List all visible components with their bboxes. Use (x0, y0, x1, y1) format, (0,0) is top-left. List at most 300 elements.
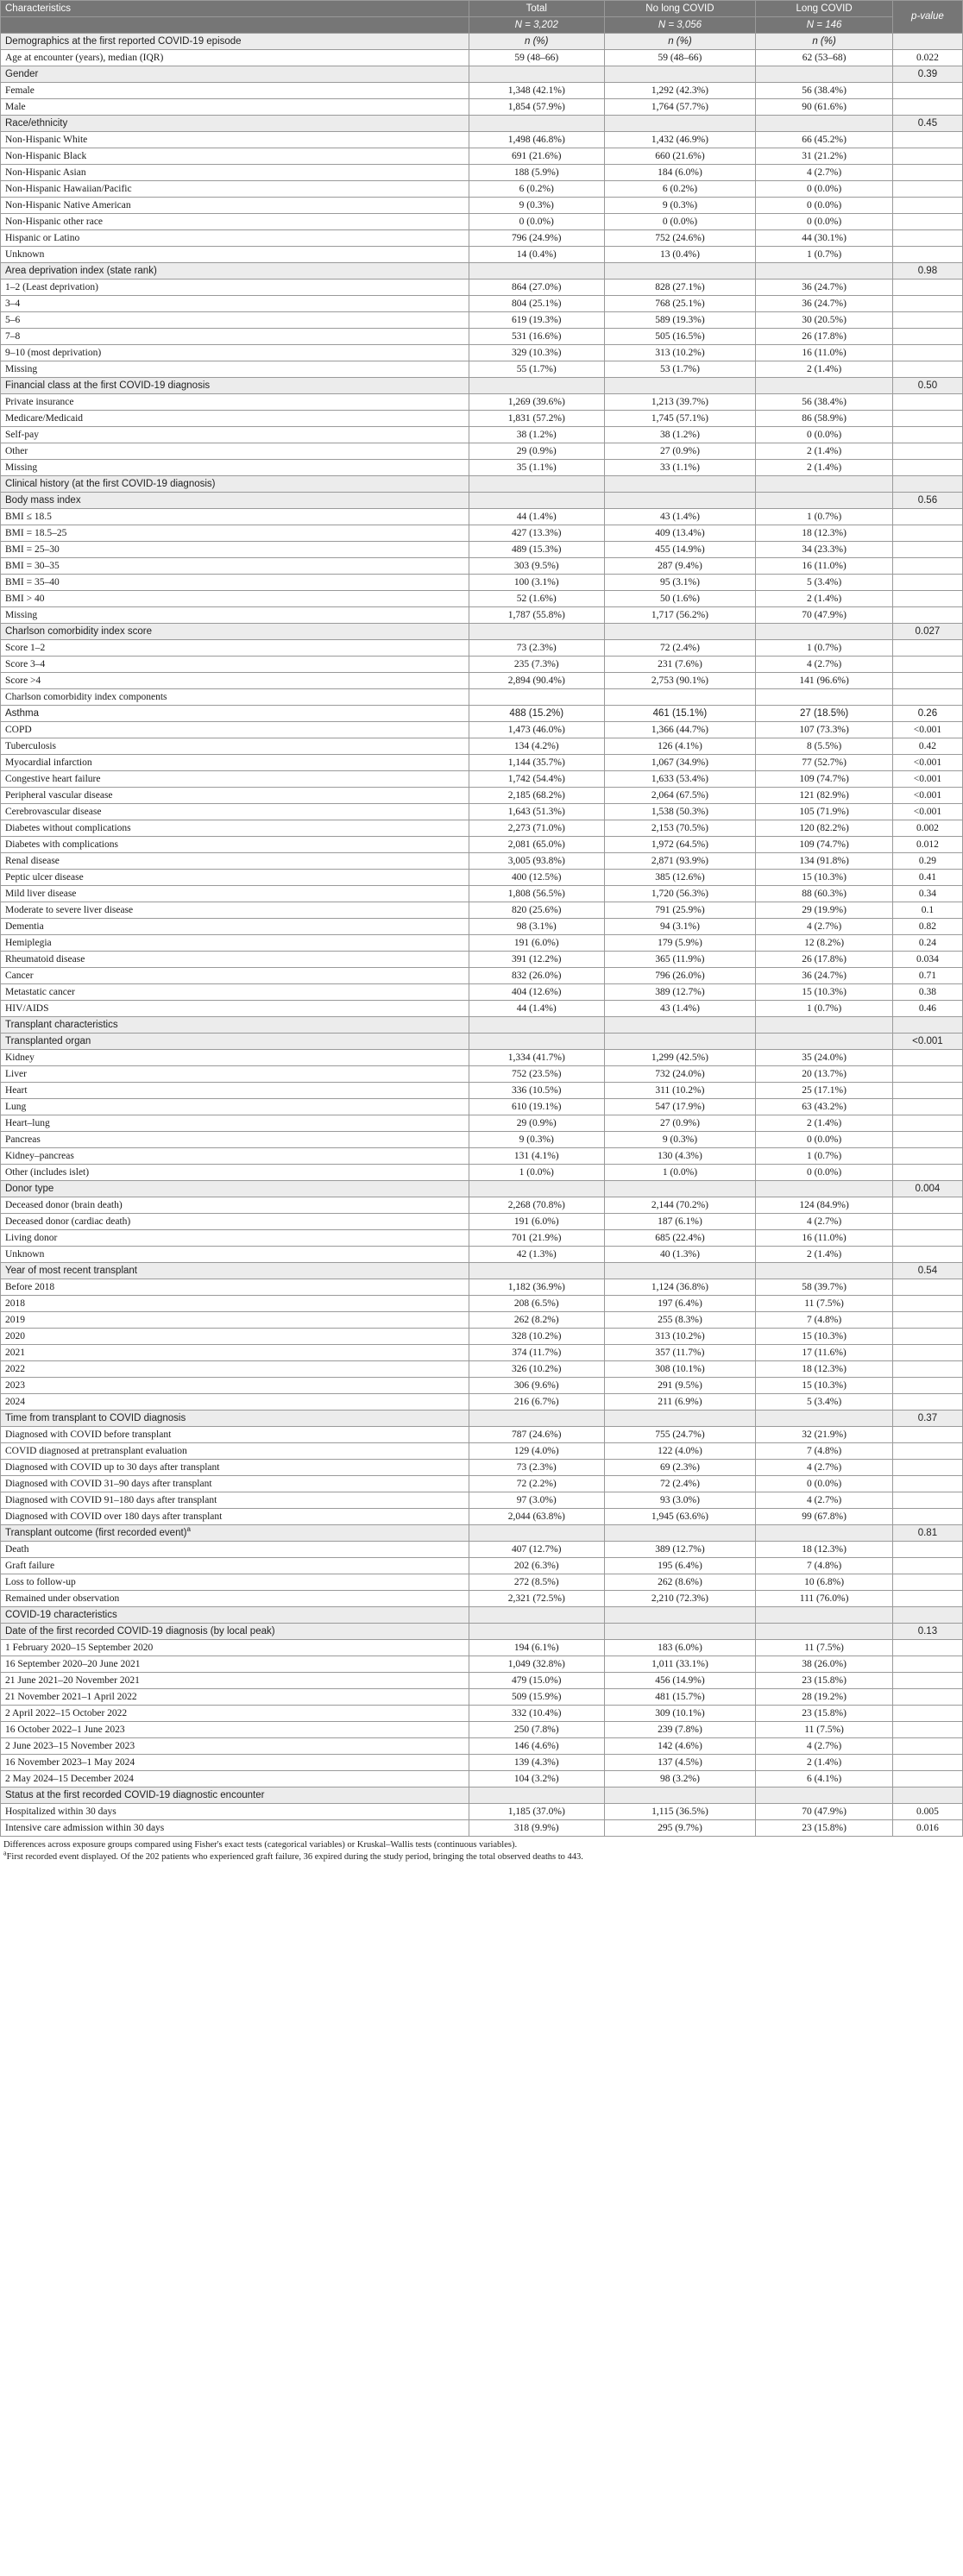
table-row (1, 1247, 963, 1263)
cell-p-value (892, 443, 962, 460)
table-row (1, 1214, 963, 1230)
cell-long-covid (756, 1181, 892, 1197)
cell-total: 52 (1.6%) (469, 591, 605, 607)
cell-long-covid: 4 (2.7%) (756, 1492, 892, 1509)
cell-p-value (892, 214, 962, 230)
cell-p-value (892, 1296, 962, 1312)
cell-no-long-covid (604, 378, 756, 394)
cell-no-long-covid: 752 (24.6%) (604, 230, 756, 247)
cell-long-covid: 32 (21.9%) (756, 1427, 892, 1443)
cell-long-covid: 4 (2.7%) (756, 1738, 892, 1755)
cell-no-long-covid: 308 (10.1%) (604, 1361, 756, 1378)
cell-total: 2,894 (90.4%) (469, 673, 605, 689)
row-label: Non-Hispanic other race (1, 214, 469, 230)
cell-no-long-covid: 184 (6.0%) (604, 165, 756, 181)
cell-total: 0 (0.0%) (469, 214, 605, 230)
cell-p-value (892, 427, 962, 443)
cell-long-covid: 58 (39.7%) (756, 1279, 892, 1296)
cell-long-covid: 36 (24.7%) (756, 296, 892, 312)
cell-p-value (892, 1755, 962, 1771)
cell-p-value (892, 1722, 962, 1738)
row-label: Transplant characteristics (1, 1017, 469, 1034)
cell-p-value (892, 591, 962, 607)
cell-p-value (892, 1706, 962, 1722)
row-label: 1 February 2020–15 September 2020 (1, 1640, 469, 1656)
row-label: 7–8 (1, 329, 469, 345)
cell-no-long-covid: 2,753 (90.1%) (604, 673, 756, 689)
cell-total: 131 (4.1%) (469, 1148, 605, 1165)
cell-long-covid (756, 1263, 892, 1279)
cell-no-long-covid: 461 (15.1%) (604, 706, 756, 722)
cell-p-value (892, 1361, 962, 1378)
row-label: Male (1, 99, 469, 116)
cell-long-covid (756, 1525, 892, 1542)
table-row (1, 99, 963, 116)
table-row (1, 230, 963, 247)
cell-long-covid: 141 (96.6%) (756, 673, 892, 689)
cell-total: 2,044 (63.8%) (469, 1509, 605, 1525)
cell-total (469, 1607, 605, 1624)
cell-total: 188 (5.9%) (469, 165, 605, 181)
cell-no-long-covid: 122 (4.0%) (604, 1443, 756, 1460)
cell-p-value (892, 607, 962, 624)
table-row (1, 1689, 963, 1706)
cell-no-long-covid: 828 (27.1%) (604, 280, 756, 296)
table-row (1, 1296, 963, 1312)
table-row (1, 312, 963, 329)
cell-p-value (892, 509, 962, 525)
row-label: Other (includes islet) (1, 1165, 469, 1181)
table-row (1, 542, 963, 558)
table-row (1, 689, 963, 706)
cell-no-long-covid: 130 (4.3%) (604, 1148, 756, 1165)
cell-no-long-covid: 1,432 (46.9%) (604, 132, 756, 148)
cell-long-covid: 4 (2.7%) (756, 657, 892, 673)
cell-total: 1,182 (36.9%) (469, 1279, 605, 1296)
cell-p-value (892, 1099, 962, 1115)
row-label: Diagnosed with COVID before transplant (1, 1427, 469, 1443)
row-label: COPD (1, 722, 469, 738)
cell-long-covid (756, 1607, 892, 1624)
row-label: 2022 (1, 1361, 469, 1378)
row-label: Non-Hispanic Native American (1, 198, 469, 214)
cell-p-value (892, 689, 962, 706)
cell-no-long-covid: n (%) (604, 34, 756, 50)
cell-p-value: 0.37 (892, 1411, 962, 1427)
cell-long-covid: 134 (91.8%) (756, 853, 892, 870)
row-label: Other (1, 443, 469, 460)
row-label: Heart–lung (1, 1115, 469, 1132)
cell-no-long-covid: 313 (10.2%) (604, 345, 756, 361)
cell-no-long-covid: 796 (26.0%) (604, 968, 756, 984)
cell-p-value: 0.39 (892, 66, 962, 83)
row-label: Pancreas (1, 1132, 469, 1148)
cell-long-covid: 7 (4.8%) (756, 1558, 892, 1574)
cell-total: 1,185 (37.0%) (469, 1804, 605, 1820)
cell-p-value (892, 558, 962, 575)
table-row (1, 919, 963, 935)
cell-total: 306 (9.6%) (469, 1378, 605, 1394)
cell-long-covid: 70 (47.9%) (756, 1804, 892, 1820)
row-label: Deceased donor (brain death) (1, 1197, 469, 1214)
cell-total: 216 (6.7%) (469, 1394, 605, 1411)
cell-p-value: 0.56 (892, 493, 962, 509)
cell-p-value (892, 411, 962, 427)
table-row (1, 1099, 963, 1115)
cell-p-value: <0.001 (892, 804, 962, 820)
cell-p-value (892, 1542, 962, 1558)
cell-total: n (%) (469, 34, 605, 50)
cell-total: 820 (25.6%) (469, 902, 605, 919)
table-footnotes (0, 1837, 963, 1866)
cell-p-value: 0.34 (892, 886, 962, 902)
row-label: 2 May 2024–15 December 2024 (1, 1771, 469, 1787)
table-row (1, 1820, 963, 1837)
cell-p-value: 0.71 (892, 968, 962, 984)
cell-long-covid: 16 (11.0%) (756, 1230, 892, 1247)
cell-total: 72 (2.2%) (469, 1476, 605, 1492)
cell-total: 191 (6.0%) (469, 1214, 605, 1230)
cell-p-value (892, 1214, 962, 1230)
row-label: Age at encounter (years), median (IQR) (1, 50, 469, 66)
cell-total: 427 (13.3%) (469, 525, 605, 542)
row-label: COVID-19 characteristics (1, 1607, 469, 1624)
cell-long-covid: 56 (38.4%) (756, 394, 892, 411)
cell-long-covid: 109 (74.7%) (756, 771, 892, 788)
cell-p-value (892, 1329, 962, 1345)
cell-p-value (892, 247, 962, 263)
cell-long-covid: 0 (0.0%) (756, 1132, 892, 1148)
cell-no-long-covid: 755 (24.7%) (604, 1427, 756, 1443)
table-row (1, 525, 963, 542)
cell-total: 610 (19.1%) (469, 1099, 605, 1115)
cell-p-value: <0.001 (892, 1034, 962, 1050)
cell-no-long-covid: 1,633 (53.4%) (604, 771, 756, 788)
cell-long-covid: 15 (10.3%) (756, 870, 892, 886)
cell-p-value (892, 34, 962, 50)
table-row (1, 1755, 963, 1771)
cell-total (469, 378, 605, 394)
table-row (1, 706, 963, 722)
cell-total: 318 (9.9%) (469, 1820, 605, 1837)
table-row (1, 1361, 963, 1378)
table-row (1, 1591, 963, 1607)
cell-no-long-covid: 255 (8.3%) (604, 1312, 756, 1329)
cell-total (469, 1787, 605, 1804)
cell-total: 97 (3.0%) (469, 1492, 605, 1509)
table-row (1, 214, 963, 230)
cell-total: 1,348 (42.1%) (469, 83, 605, 99)
table-row (1, 1050, 963, 1066)
section-header-row (1, 263, 963, 280)
row-label: BMI = 18.5–25 (1, 525, 469, 542)
row-label: COVID diagnosed at pretransplant evaluation (1, 1443, 469, 1460)
table-row (1, 1558, 963, 1574)
table-row (1, 1279, 963, 1296)
cell-total (469, 1411, 605, 1427)
table-row (1, 1542, 963, 1558)
cell-no-long-covid: 1,292 (42.3%) (604, 83, 756, 99)
cell-total: 139 (4.3%) (469, 1755, 605, 1771)
cell-p-value (892, 99, 962, 116)
cell-p-value: 0.016 (892, 1820, 962, 1837)
cell-p-value (892, 1492, 962, 1509)
cell-p-value: 0.1 (892, 902, 962, 919)
section-header-row (1, 66, 963, 83)
cell-no-long-covid: 2,871 (93.9%) (604, 853, 756, 870)
cell-total: 1,144 (35.7%) (469, 755, 605, 771)
table-row (1, 50, 963, 66)
cell-total: 55 (1.7%) (469, 361, 605, 378)
table-row (1, 280, 963, 296)
cell-no-long-covid: 59 (48–66) (604, 50, 756, 66)
section-header-row (1, 493, 963, 509)
cell-no-long-covid: 287 (9.4%) (604, 558, 756, 575)
cell-p-value (892, 673, 962, 689)
cell-p-value (892, 1050, 962, 1066)
row-label: Asthma (1, 706, 469, 722)
cell-p-value: 0.13 (892, 1624, 962, 1640)
table-row (1, 509, 963, 525)
table-row (1, 771, 963, 788)
cell-no-long-covid: 1 (0.0%) (604, 1165, 756, 1181)
cell-p-value (892, 1656, 962, 1673)
row-label: 16 November 2023–1 May 2024 (1, 1755, 469, 1771)
cell-no-long-covid: 187 (6.1%) (604, 1214, 756, 1230)
cell-p-value (892, 296, 962, 312)
cell-no-long-covid: 685 (22.4%) (604, 1230, 756, 1247)
row-label: 16 September 2020–20 June 2021 (1, 1656, 469, 1673)
cell-total (469, 66, 605, 83)
table-row (1, 1722, 963, 1738)
cell-p-value (892, 1427, 962, 1443)
cell-p-value: <0.001 (892, 788, 962, 804)
cell-long-covid: 20 (13.7%) (756, 1066, 892, 1083)
cell-long-covid: 15 (10.3%) (756, 984, 892, 1001)
cell-p-value (892, 1247, 962, 1263)
cell-total: 9 (0.3%) (469, 1132, 605, 1148)
cell-long-covid: 62 (53–68) (756, 50, 892, 66)
cell-no-long-covid: 1,764 (57.7%) (604, 99, 756, 116)
cell-long-covid: 4 (2.7%) (756, 919, 892, 935)
row-label: Hemiplegia (1, 935, 469, 952)
cell-total: 73 (2.3%) (469, 640, 605, 657)
cell-p-value (892, 1394, 962, 1411)
cell-total (469, 1181, 605, 1197)
cell-p-value (892, 361, 962, 378)
cell-long-covid: 120 (82.2%) (756, 820, 892, 837)
table-row (1, 1640, 963, 1656)
cell-long-covid: 16 (11.0%) (756, 558, 892, 575)
cell-long-covid: 70 (47.9%) (756, 607, 892, 624)
cell-p-value (892, 1066, 962, 1083)
table-row (1, 394, 963, 411)
row-label: Self-pay (1, 427, 469, 443)
cell-no-long-covid: 50 (1.6%) (604, 591, 756, 607)
row-label: Cancer (1, 968, 469, 984)
cell-no-long-covid: 589 (19.3%) (604, 312, 756, 329)
row-label: Kidney–pancreas (1, 1148, 469, 1165)
cell-no-long-covid: 1,366 (44.7%) (604, 722, 756, 738)
cell-long-covid: 0 (0.0%) (756, 1165, 892, 1181)
cell-long-covid: 0 (0.0%) (756, 1476, 892, 1492)
section-header-row (1, 116, 963, 132)
table-row (1, 1001, 963, 1017)
cell-no-long-covid: 195 (6.4%) (604, 1558, 756, 1574)
cell-long-covid: 23 (15.8%) (756, 1706, 892, 1722)
cell-p-value (892, 345, 962, 361)
cell-long-covid: 8 (5.5%) (756, 738, 892, 755)
cell-p-value (892, 280, 962, 296)
row-label: 2 April 2022–15 October 2022 (1, 1706, 469, 1722)
col-header-blank (1, 17, 469, 34)
row-label: Dementia (1, 919, 469, 935)
cell-long-covid: 0 (0.0%) (756, 427, 892, 443)
row-label: Liver (1, 1066, 469, 1083)
cell-total (469, 1017, 605, 1034)
table-row (1, 591, 963, 607)
cell-no-long-covid: 455 (14.9%) (604, 542, 756, 558)
row-label: 2019 (1, 1312, 469, 1329)
cell-long-covid: 17 (11.6%) (756, 1345, 892, 1361)
cell-no-long-covid (604, 689, 756, 706)
cell-no-long-covid: 9 (0.3%) (604, 198, 756, 214)
cell-no-long-covid: 40 (1.3%) (604, 1247, 756, 1263)
cell-long-covid: 2 (1.4%) (756, 460, 892, 476)
cell-long-covid: 44 (30.1%) (756, 230, 892, 247)
row-label: 2020 (1, 1329, 469, 1345)
table-row (1, 1378, 963, 1394)
row-label: Diagnosed with COVID 91–180 days after transplant (1, 1492, 469, 1509)
table-row (1, 132, 963, 148)
cell-no-long-covid (604, 1034, 756, 1050)
row-label: Clinical history (at the first COVID-19 diagnosis) (1, 476, 469, 493)
cell-long-covid: 56 (38.4%) (756, 83, 892, 99)
cell-long-covid: 121 (82.9%) (756, 788, 892, 804)
cell-p-value: 0.26 (892, 706, 962, 722)
cell-p-value (892, 1509, 962, 1525)
cell-no-long-covid (604, 1263, 756, 1279)
cell-long-covid: 2 (1.4%) (756, 591, 892, 607)
cell-total: 796 (24.9%) (469, 230, 605, 247)
cell-total (469, 1034, 605, 1050)
cell-total: 404 (12.6%) (469, 984, 605, 1001)
cell-total: 29 (0.9%) (469, 443, 605, 460)
row-label: Financial class at the first COVID-19 diagnosis (1, 378, 469, 394)
cell-no-long-covid (604, 1181, 756, 1197)
row-label: 3–4 (1, 296, 469, 312)
cell-no-long-covid: 313 (10.2%) (604, 1329, 756, 1345)
cell-long-covid: 30 (20.5%) (756, 312, 892, 329)
cell-p-value (892, 329, 962, 345)
table-row (1, 198, 963, 214)
cell-long-covid: 99 (67.8%) (756, 1509, 892, 1525)
section-header-row (1, 624, 963, 640)
table-row (1, 460, 963, 476)
cell-total: 374 (11.7%) (469, 1345, 605, 1361)
cell-p-value: 0.004 (892, 1181, 962, 1197)
cell-total: 1,049 (32.8%) (469, 1656, 605, 1673)
row-label: Peptic ulcer disease (1, 870, 469, 886)
cell-p-value (892, 1558, 962, 1574)
cell-long-covid: 11 (7.5%) (756, 1296, 892, 1312)
footnote-methods: Differences across exposure groups compared using Fisher's exact tests (categorical variables) or Kruskal–Wallis tests (continuous variables). (3, 1840, 518, 1850)
cell-no-long-covid: 1,067 (34.9%) (604, 755, 756, 771)
row-label: BMI = 30–35 (1, 558, 469, 575)
cell-total: 1,473 (46.0%) (469, 722, 605, 738)
cell-long-covid: 124 (84.9%) (756, 1197, 892, 1214)
row-label: Myocardial infarction (1, 755, 469, 771)
table-row (1, 804, 963, 820)
row-label: Year of most recent transplant (1, 1263, 469, 1279)
cell-no-long-covid: 365 (11.9%) (604, 952, 756, 968)
cell-no-long-covid: 1,213 (39.7%) (604, 394, 756, 411)
cell-p-value (892, 476, 962, 493)
cell-long-covid (756, 1624, 892, 1640)
row-label: Private insurance (1, 394, 469, 411)
row-label: Tuberculosis (1, 738, 469, 755)
table-header-row (1, 1, 963, 17)
row-label: Demographics at the first reported COVID-19 episode (1, 34, 469, 50)
cell-p-value (892, 1574, 962, 1591)
cell-p-value (892, 1165, 962, 1181)
cell-p-value: 0.022 (892, 50, 962, 66)
table-row (1, 902, 963, 919)
row-label: Rheumatoid disease (1, 952, 469, 968)
table-row (1, 820, 963, 837)
cell-long-covid: 0 (0.0%) (756, 214, 892, 230)
cell-long-covid: 31 (21.2%) (756, 148, 892, 165)
table-header-n-row (1, 17, 963, 34)
table-row (1, 1738, 963, 1755)
cell-no-long-covid: 768 (25.1%) (604, 296, 756, 312)
cell-no-long-covid: 27 (0.9%) (604, 1115, 756, 1132)
row-label: Renal disease (1, 853, 469, 870)
cell-no-long-covid: 142 (4.6%) (604, 1738, 756, 1755)
cell-no-long-covid (604, 624, 756, 640)
row-label: Intensive care admission within 30 days (1, 1820, 469, 1837)
table-row (1, 296, 963, 312)
table-row (1, 738, 963, 755)
cell-total: 134 (4.2%) (469, 738, 605, 755)
table-row (1, 1148, 963, 1165)
cell-p-value: 0.38 (892, 984, 962, 1001)
row-label: Time from transplant to COVID diagnosis (1, 1411, 469, 1427)
cell-no-long-covid: 311 (10.2%) (604, 1083, 756, 1099)
cell-total (469, 689, 605, 706)
cell-p-value (892, 640, 962, 657)
cell-long-covid: 107 (73.3%) (756, 722, 892, 738)
cell-no-long-covid: 1,720 (56.3%) (604, 886, 756, 902)
cell-no-long-covid: 2,210 (72.3%) (604, 1591, 756, 1607)
cell-long-covid: 7 (4.8%) (756, 1312, 892, 1329)
cell-long-covid: 1 (0.7%) (756, 247, 892, 263)
cell-total (469, 1263, 605, 1279)
cell-p-value: 0.034 (892, 952, 962, 968)
cell-long-covid (756, 66, 892, 83)
cell-no-long-covid: 9 (0.3%) (604, 1132, 756, 1148)
cell-no-long-covid: 389 (12.7%) (604, 984, 756, 1001)
cell-total: 329 (10.3%) (469, 345, 605, 361)
row-label: 2 June 2023–15 November 2023 (1, 1738, 469, 1755)
cell-long-covid: 2 (1.4%) (756, 1247, 892, 1263)
cell-long-covid: 4 (2.7%) (756, 1214, 892, 1230)
cell-long-covid: 0 (0.0%) (756, 198, 892, 214)
cell-no-long-covid: 179 (5.9%) (604, 935, 756, 952)
cell-long-covid: 38 (26.0%) (756, 1656, 892, 1673)
cell-no-long-covid: 291 (9.5%) (604, 1378, 756, 1394)
row-label: HIV/AIDS (1, 1001, 469, 1017)
